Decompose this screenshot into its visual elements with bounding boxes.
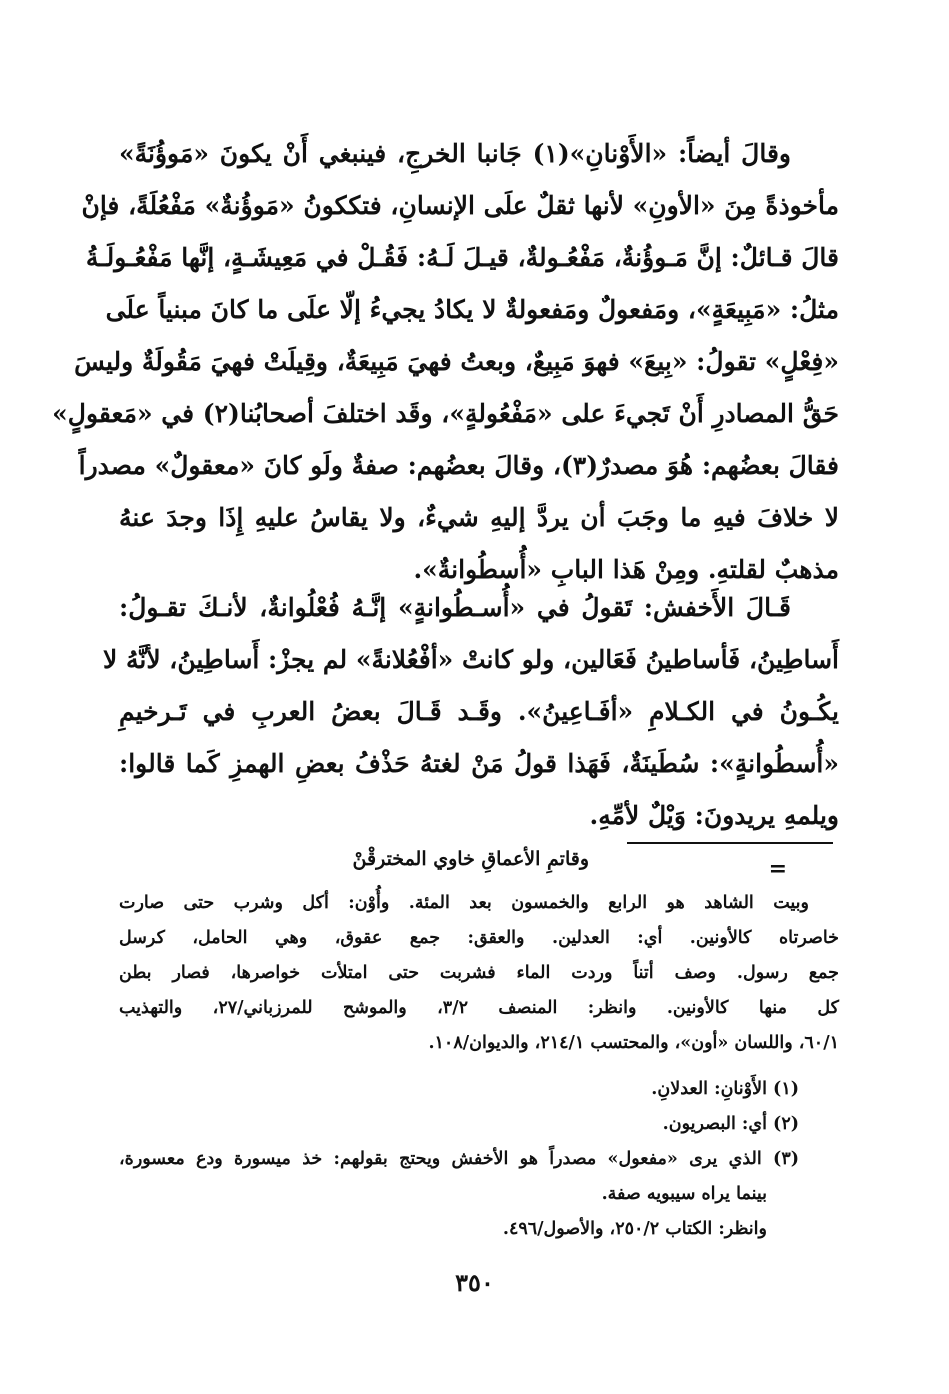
continuation-mark: = [768, 856, 787, 882]
paragraph-2 [103, 582, 839, 842]
text-line: قالَ قـائلٌ: إنَّ مَـوؤُنةٌ، مَفْعُـولةٌ، قيـلَ لَـهُ: فَقُـلْ في مَعِيشَـةٍ، إنَّها مَفْعُـولَـةُ [85, 243, 839, 272]
footnote-commentary [119, 886, 839, 1061]
text-line: مثلُ: «مَبِيعَةٍ»، ومَفعولٌ ومَفعولةٌ لا يكادُ يجيءُ إلّا علَى ما كانَ مبنياً علَى [105, 295, 839, 324]
footnote-3: (٣) الذي يرى «مفعول» مصدراً هو الأخفش ويحتج بقولهم: خذ ميسورة ودع معسورة، [119, 1149, 799, 1169]
text-line: قَـالَ الأَخفش: تَقولُ في «أُسـطُوانةٍ» إنَّـهُ فُعْلُوانةٌ، لأنـكَ تقـولُ: [119, 593, 791, 622]
footnote-3-continuation: بينما يراه سيبويه صفة. [601, 1184, 767, 1204]
footnote-line: كل منها كالأونين. وانظر: المنصف ٣/٢، والموشح للمرزباني/٢٧، والتهذيب [119, 998, 839, 1018]
page-number: ٣٥٠ [455, 1268, 494, 1297]
text-line: ويلمهِ يريدونَ: وَيْلٌ لأمِّهِ. [589, 801, 839, 830]
text-line: مذهبٌ لقلتهِ. ومِنْ هَذا البابِ «أُسطُوانةٌ». [413, 555, 839, 584]
footnote-1: (١) الأَوْنانِ: العدلانِ. [651, 1079, 799, 1099]
text-line: يكُـونُ في الكـلامِ «أفَـاعِينُ». وقَـد قَـالَ بعضُ العربِ في تَـرخيمِ [119, 697, 839, 726]
footnote-line: خاصرتاه كالأونين. أي: العدلين. والعقق: جمع عقوق، وهي الحامل، كرسل [119, 928, 839, 948]
footnote-2: (٢) أي: البصريون. [662, 1114, 799, 1134]
footnote-line: ٦٠/١، واللسان «أون»، والمحتسب ٢١٤/١، والديوان/١٠٨. [428, 1033, 839, 1053]
footnote-list [119, 1072, 799, 1247]
text-line: فقالَ بعضُهم: هُوَ مصدرٌ(٣)، وقالَ بعضُهم: صفةٌ ولَو كانَ «معقولٌ» مصدراً [78, 451, 839, 480]
text-line: وقالَ أيضاً: «الأَوْنانِ»(١) جَانبا الخرجِ، فينبغي أَنْ يكونَ «مَوؤُنَةً» [119, 139, 791, 168]
footnote-line: جمع رسول. وصف أتناً وردت الماء فشربت حتى امتلأت خواصرها، فصار بطن [119, 963, 839, 983]
text-line: «أُسطُوانةٍ»: سُطَينَةٌ، فَهَذا قولُ مَنْ لغتهُ حَذْفُ بعضِ الهمزِ كَما قالوا: [119, 749, 839, 778]
text-line: لا خلافَ فيهِ ما وجَبَ أن يردَّ إليهِ شيءٌ، ولا يقاسُ عليهِ إِذَا وجدَ عنهُ [119, 503, 839, 532]
text-line: حَقُّ المصادرِ أَنْ تَجيءَ على «مَفْعُولةٍ»، وقَد اختلفَ أصحابُنا(٢) في «مَعقولٍ» [52, 399, 839, 428]
footnote-separator [627, 842, 833, 844]
footnote-reference: وانظر: الكتاب ٢٥٠/٢، والأصول/٤٩٦. [502, 1219, 767, 1239]
footnote-line: وبيت الشاهد هو الرابع والخمسون بعد المئة. وأُوْن: أكل وشرب حتى صارت [119, 893, 809, 913]
text-line: أَساطِينُ، فَأساطينُ فَعَالين، ولو كانتْ «أفْعُلانةً» لم يجزْ: أَساطِينُ، لأنَّهُ لا [103, 645, 839, 674]
paragraph-1 [52, 128, 839, 596]
text-line: «فِعْلٍ» تقولُ: «بِيعَ» فهوَ مَبِيعٌ، وبعتُ فهيَ مَبِيعَةٌ، وقِيلَتْ فهيَ مَقُولَةٌ وليسَ [74, 347, 839, 376]
text-line: مأخوذةً مِنَ «الأونِ» لأنها ثقلٌ علَى الإنسانِ، فتككونُ «مَوؤُنةٌ» مَفْعُلَةً، فإنْ [81, 191, 839, 220]
footnote-verse: وقاتمِ الأعماقِ خاوي المخترقْنْ [352, 848, 589, 870]
